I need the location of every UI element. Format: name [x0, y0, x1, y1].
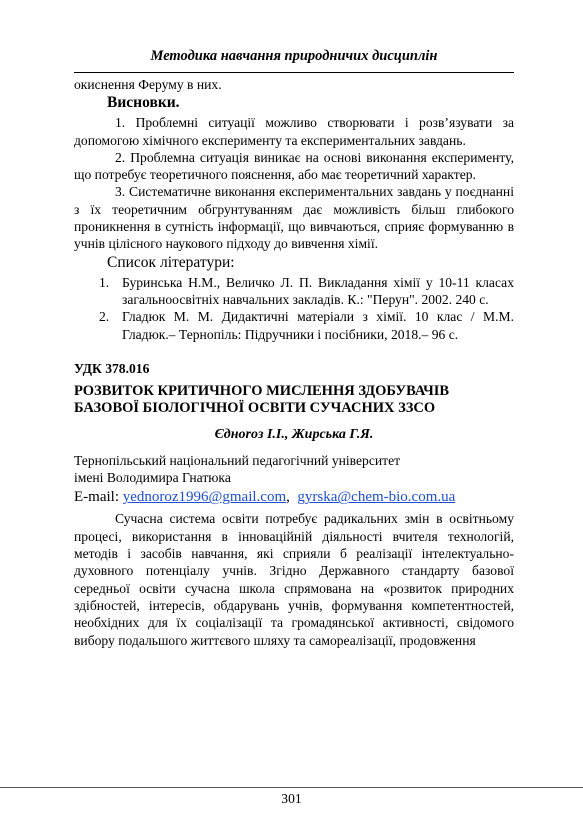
carryover-text: окиснення Феруму в них.	[74, 77, 222, 92]
footer-rule	[0, 787, 583, 788]
email-link-2[interactable]: gyrska@chem-bio.com.ua	[297, 489, 456, 506]
article-body-paragraph: Сучасна система освіти потребує радикальних змін в освітньому процесі, використання в інноваційній діяльності вчителя технологій, методів і засобів навчання, які сприяли б реалізації інтелектуально-духовного потенціалу учнів. Згідно Державного стандарту базової середньої освіти сучасна школа спрямована на «розвиток природних здібностей, інтересів, обдарувань учнів, формування компетентностей, необхідних для їх соціалізації та громадянської активності, свідомого вибору подальшого життєвого шляху та самореалізації, продовження	[74, 511, 514, 648]
reference-number: 2.	[99, 309, 110, 325]
reference-text: Буринська Н.М., Величко Л. П. Викладання хімії у 10-11 класах загальноосвітніх навчальних закладів. К.: "Перун". 2002. 240 с.	[122, 274, 514, 307]
affiliation-line: імені Володимира Гнатюка	[74, 470, 231, 486]
reference-number: 1.	[99, 274, 110, 290]
page-body	[74, 76, 514, 649]
article-title-line: РОЗВИТОК КРИТИЧНОГО МИСЛЕННЯ ЗДОБУВАЧІВ	[74, 383, 450, 400]
reference-text: Гладюк М. М. Дидактичні матеріали з хімії. 10 клас / М.М. Гладюк.– Тернопіль: Підручники і посібники, 2018.– 96 с.	[122, 309, 514, 342]
email-separator: ,	[286, 489, 290, 506]
reference-item	[74, 274, 514, 309]
references-heading: Список літератури:	[107, 253, 235, 271]
udc-code: УДК 378.016	[74, 360, 150, 376]
reference-item	[74, 308, 514, 343]
article-title-line: БАЗОВОЇ БІОЛОГІЧНОЇ ОСВІТИ СУЧАСНИХ ЗЗСО	[74, 400, 436, 417]
conclusion-paragraph: 3. Систематичне виконання експериментальних завдань у поєднанні з їх теоретичним обгрунтуванням дає можливість більш глибокого проникнення в сутність інформації, що вивчаються, сприяє формуванню в учнів цілісного наукового підходу до вивчення хімії.	[74, 184, 514, 252]
conclusion-paragraph: 1. Проблемні ситуації можливо створювати і розв’язувати за допомогою хімічного експерименту та експериментальних завдань.	[74, 115, 514, 148]
email-line	[74, 488, 514, 507]
conclusions-heading: Висновки.	[107, 94, 180, 112]
email-label: E-mail:	[74, 489, 119, 506]
running-title: Методика навчання природничих дисциплін	[150, 48, 438, 64]
email-link-1[interactable]: yednoroz1996@gmail.com	[122, 489, 287, 506]
header-rule	[74, 72, 514, 73]
article-authors: Єдноroз І.І., Жирська Г.Я.	[214, 427, 374, 443]
page-number: 301	[281, 791, 302, 806]
affiliation-line: Тернопільський національний педагогічний університет	[74, 453, 401, 469]
conclusion-paragraph: 2. Проблемна ситуація виникає на основі виконання експерименту, що потребує теоретичного пояснення, або має теоретичний характер.	[74, 149, 514, 183]
references-list	[74, 274, 514, 343]
